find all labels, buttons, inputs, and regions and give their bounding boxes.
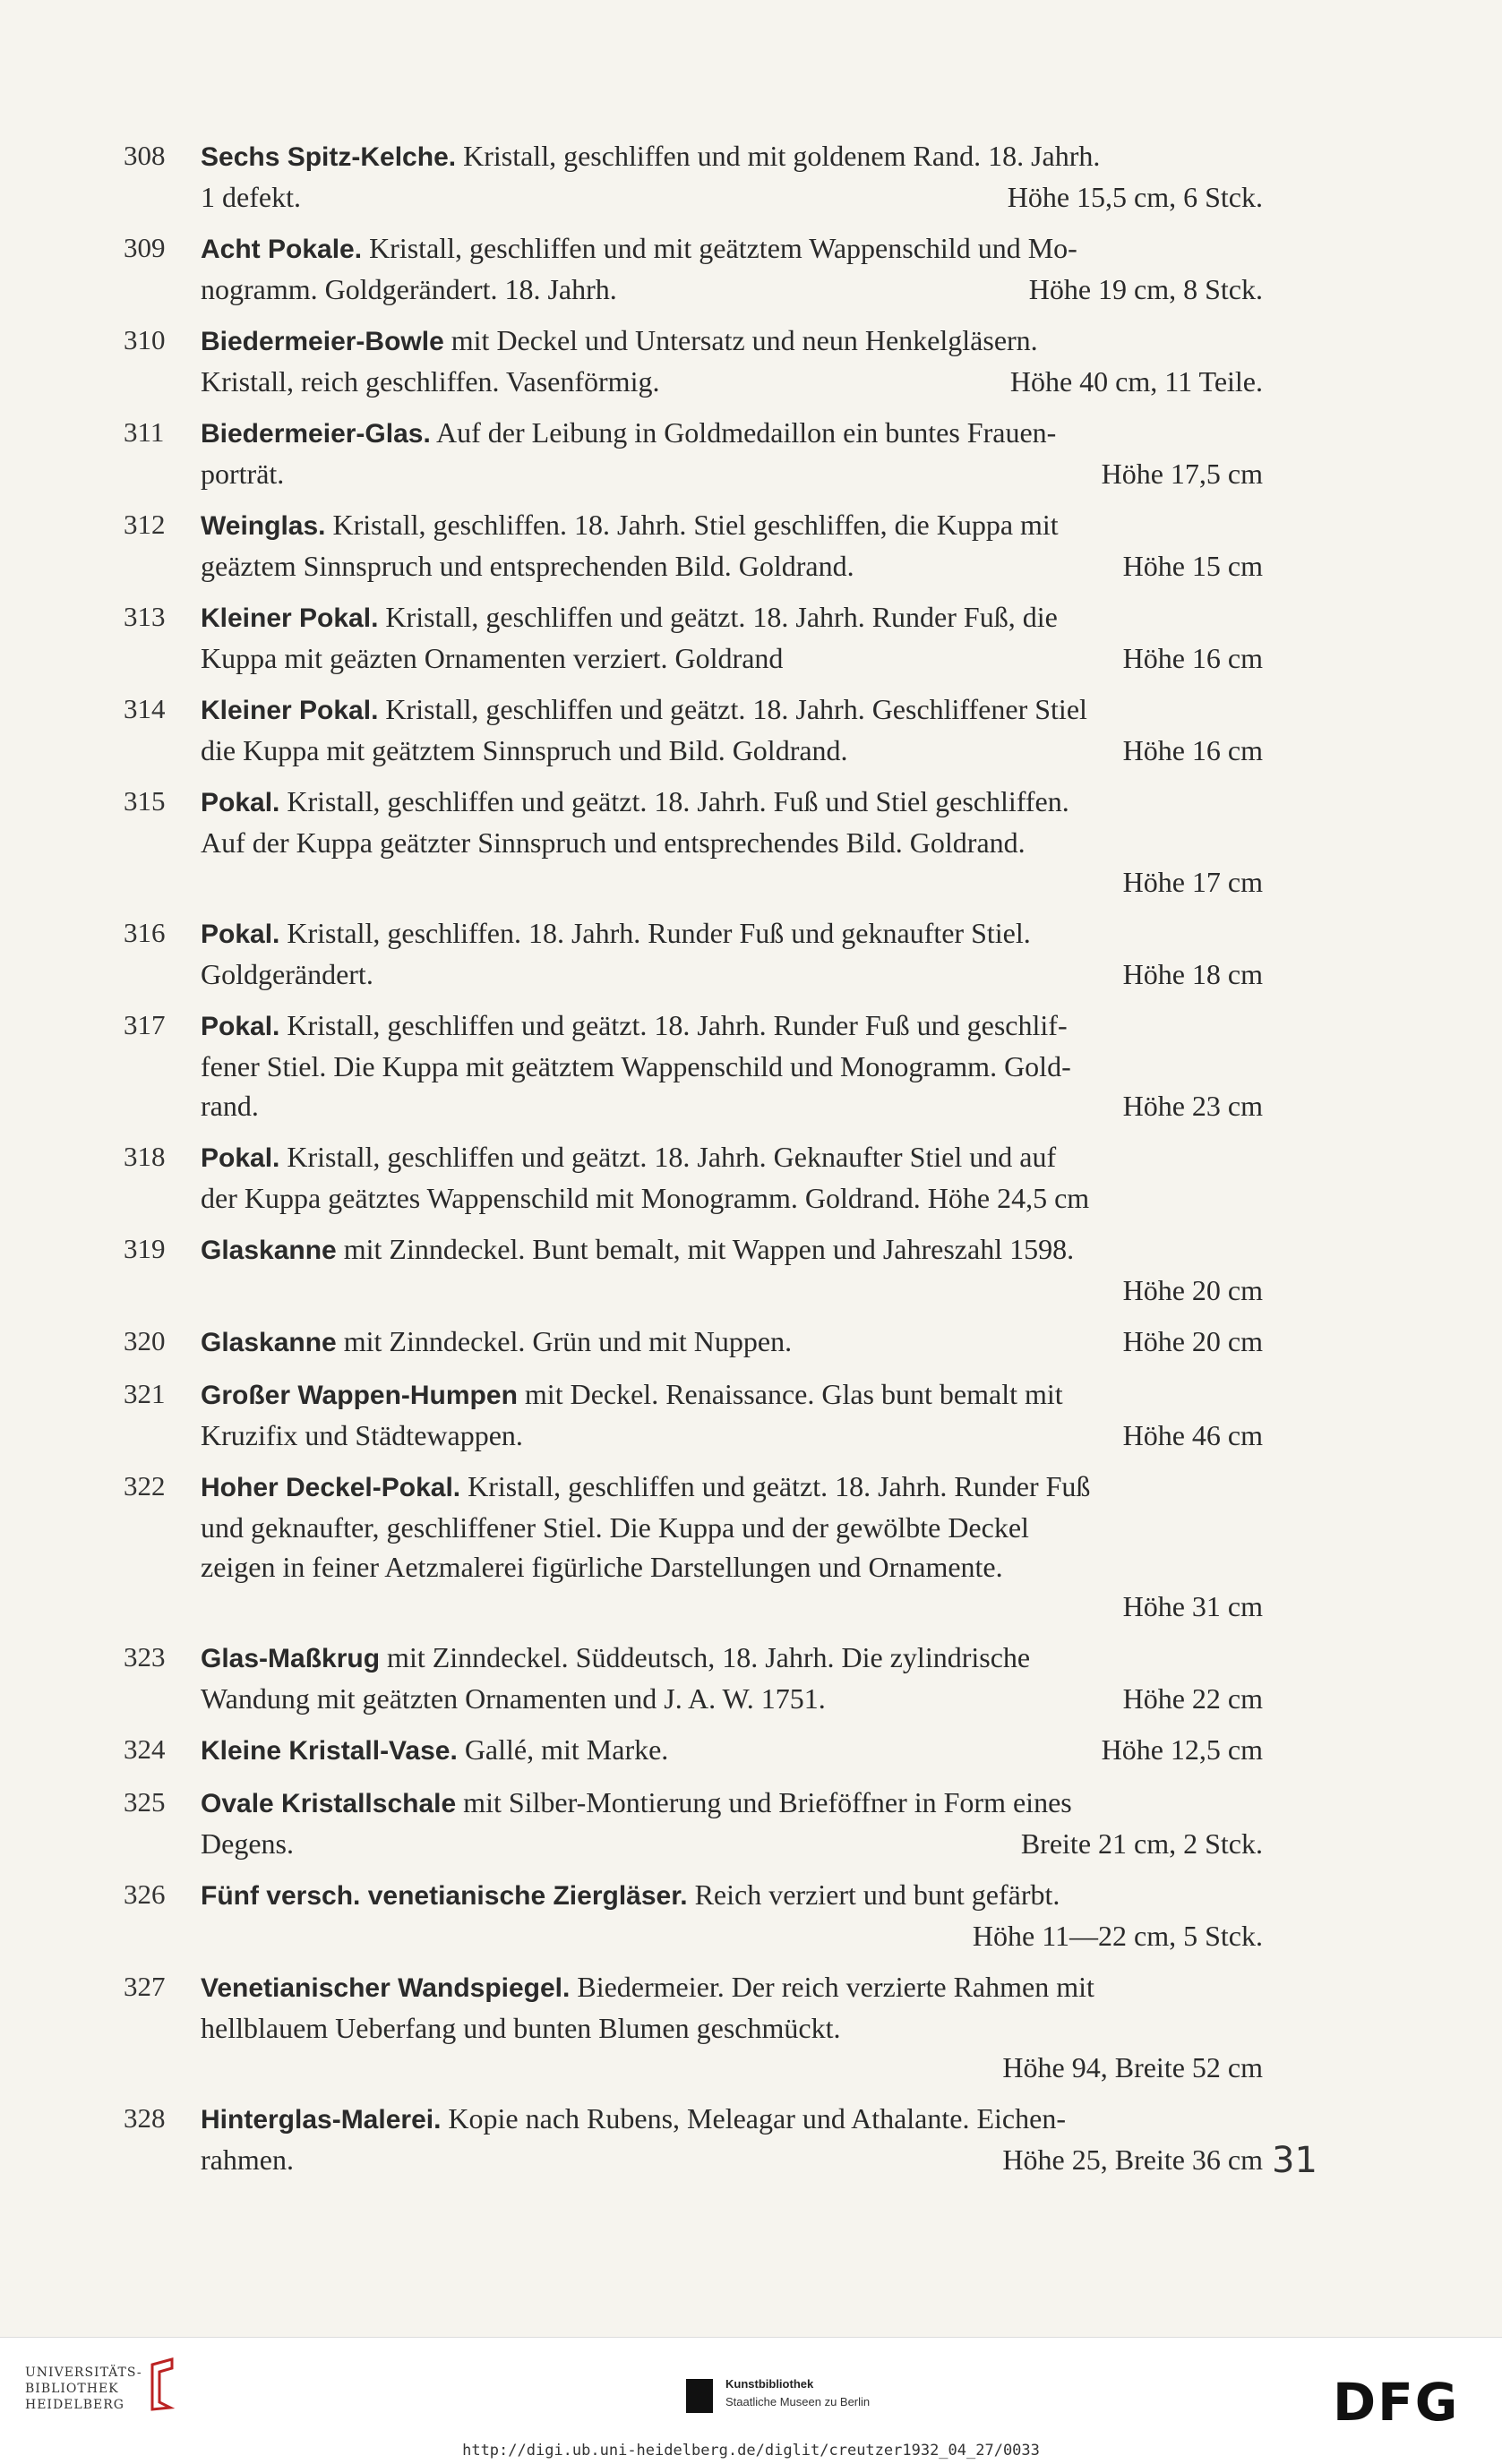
description-line — [201, 2008, 1333, 2048]
description-text: Gallé, mit Marke. — [457, 1733, 669, 1766]
lot-description — [201, 413, 1333, 493]
catalog-entry — [124, 136, 1333, 217]
description-line — [201, 2099, 1333, 2140]
lot-number: 327 — [124, 1971, 166, 2002]
lot-description — [201, 1730, 1333, 1771]
dimensions: Höhe 40 cm, 11 Teile. — [1009, 365, 1263, 398]
description-line — [201, 689, 1333, 731]
lot-description — [201, 321, 1333, 401]
description-line — [201, 1679, 1333, 1718]
lot-number: 313 — [124, 601, 166, 632]
description-line — [201, 270, 1333, 309]
description-text: rand. — [201, 1090, 259, 1122]
library-line-3: HEIDELBERG — [25, 2398, 124, 2412]
lot-description — [201, 782, 1333, 902]
dimensions: Höhe 23 cm — [1122, 1090, 1263, 1122]
description-text: mit Zinndeckel. Süddeutsch, 18. Jahrh. Die zylindrische — [380, 1641, 1031, 1673]
dimensions: Höhe 12,5 cm — [1101, 1733, 1263, 1766]
lot-title: Biedermeier-Glas. — [201, 419, 431, 449]
lot-description — [201, 136, 1333, 217]
description-line — [201, 228, 1333, 270]
lot-description — [201, 1322, 1333, 1363]
lot-title: Kleine Kristall-Vase. — [201, 1736, 458, 1766]
lot-description — [201, 1229, 1333, 1310]
dimensions: Höhe 31 cm — [1122, 1590, 1263, 1622]
lot-number: 317 — [124, 1009, 166, 1040]
lot-title: Pokal. — [201, 788, 280, 817]
description-text: Kristall, geschliffen und geätzt. 18. Jahrh. Runder Fuß, die — [378, 601, 1058, 633]
kunstbibliothek-logo[interactable] — [686, 2375, 955, 2420]
description-line — [201, 597, 1333, 638]
description-text: Goldgerändert. — [201, 958, 373, 990]
library-line-2: BIBLIOTHEK — [25, 2382, 119, 2396]
catalog-entry — [124, 689, 1333, 770]
description-line — [201, 413, 1333, 454]
lot-description — [201, 1005, 1333, 1125]
lot-title: Pokal. — [201, 1012, 280, 1041]
kunstbibliothek-title: Kunstbibliothek — [725, 2377, 814, 2391]
lot-description — [201, 1467, 1333, 1626]
catalog-entry — [124, 1638, 1333, 1718]
description-text: Kristall, geschliffen und geätzt. 18. Jahrh. Geschliffener Stiel — [378, 693, 1087, 725]
description-line — [201, 1508, 1333, 1547]
description-line — [201, 1638, 1333, 1679]
description-line — [201, 1322, 1333, 1363]
catalog-entry — [124, 321, 1333, 401]
lot-title: Acht Pokale. — [201, 235, 363, 264]
description-line — [201, 546, 1333, 586]
description-text: Kristall, geschliffen und mit goldenem Rand. 18. Jahrh. — [456, 140, 1101, 172]
catalog-entry — [124, 913, 1333, 994]
description-line — [201, 136, 1333, 177]
dimensions: Höhe 94, Breite 52 cm — [1002, 2051, 1263, 2083]
dimensions: Höhe 11—22 cm, 5 Stck. — [972, 1920, 1263, 1952]
lot-number: 322 — [124, 1470, 166, 1502]
lot-title: Pokal. — [201, 1143, 280, 1173]
description-line — [201, 1374, 1333, 1416]
lot-title: Ovale Kristallschale — [201, 1789, 457, 1818]
permalink-url[interactable]: http://digi.ub.uni-heidelberg.de/diglit/creutzer1932_04_27/0033 — [462, 2442, 1040, 2460]
description-line — [201, 321, 1333, 362]
description-line — [201, 2140, 1333, 2179]
description-line — [201, 362, 1333, 401]
description-line — [201, 1547, 1333, 1587]
description-text: mit Deckel. Renaissance. Glas bunt bemalt mit — [517, 1378, 1063, 1410]
catalog-entry — [124, 1374, 1333, 1455]
description-line — [201, 1416, 1333, 1455]
description-text: Kristall, geschliffen. 18. Jahrh. Runder Fuß und geknaufter Stiel. — [279, 917, 1031, 949]
lot-description — [201, 2099, 1333, 2179]
dfg-logo[interactable]: DFG — [1333, 2372, 1460, 2433]
dimensions: Höhe 17 cm — [1122, 866, 1263, 898]
description-text: Reich verziert und bunt gefärbt. — [687, 1878, 1060, 1911]
description-line — [201, 731, 1333, 770]
dimensions: Breite 21 cm, 2 Stck. — [1020, 1827, 1263, 1860]
description-line — [201, 1783, 1333, 1824]
lot-number: 323 — [124, 1641, 166, 1673]
description-line — [201, 782, 1333, 823]
lot-number: 315 — [124, 785, 166, 817]
lot-description — [201, 597, 1333, 678]
catalog-entry — [124, 2099, 1333, 2179]
description-text: geäztem Sinnspruch und entsprechenden Bild. Goldrand. — [201, 550, 854, 582]
lot-title: Glas-Maßkrug — [201, 1644, 381, 1673]
kunstbibliothek-subtitle: Staatliche Museen zu Berlin — [725, 2395, 871, 2408]
lot-number: 314 — [124, 693, 166, 724]
catalog-entry — [124, 597, 1333, 678]
lot-title: Venetianischer Wandspiegel. — [201, 1973, 571, 2003]
catalog-entry — [124, 1467, 1333, 1626]
description-text: und geknaufter, geschliffener Stiel. Die Kuppa und der gewölbte Deckel — [201, 1511, 1029, 1544]
lot-description — [201, 1875, 1333, 1955]
lot-number: 328 — [124, 2102, 166, 2134]
description-text: Kristall, geschliffen und geätzt. 18. Jahrh. Geknaufter Stiel und auf — [279, 1141, 1057, 1173]
lot-number: 321 — [124, 1378, 166, 1409]
catalog-entry — [124, 1137, 1333, 1218]
lot-number: 308 — [124, 140, 166, 171]
dimensions: Höhe 17,5 cm — [1101, 458, 1263, 490]
description-text: Kruzifix und Städtewappen. — [201, 1419, 523, 1451]
lot-description — [201, 1137, 1333, 1218]
description-text: Kristall, geschliffen und geätzt. 18. Jahrh. Runder Fuß und geschlif- — [279, 1009, 1068, 1041]
lot-description — [201, 689, 1333, 770]
description-text: mit Zinndeckel. Grün und mit Nuppen. — [336, 1325, 793, 1357]
description-text: Auf der Leibung in Goldmedaillon ein buntes Frauen- — [430, 416, 1057, 449]
description-line — [201, 823, 1333, 862]
description-text: mit Deckel und Untersatz und neun Henkelgläsern. — [443, 324, 1038, 356]
library-emblem-icon — [143, 2357, 179, 2411]
catalog-entry — [124, 1875, 1333, 1955]
page-number: 31 — [1272, 2140, 1317, 2181]
lot-number: 312 — [124, 509, 166, 540]
dimensions: Höhe 25, Breite 36 cm — [1002, 2143, 1263, 2176]
lot-title: Weinglas. — [201, 511, 326, 541]
lot-title: Glaskanne — [201, 1236, 337, 1265]
catalog-entries — [124, 136, 1333, 2191]
description-line — [201, 1005, 1333, 1047]
description-text: mit Silber-Montierung und Brieföffner in Form eines — [456, 1786, 1072, 1818]
description-text: mit Zinndeckel. Bunt bemalt, mit Wappen und Jahreszahl 1598. — [336, 1233, 1075, 1265]
lot-description — [201, 1374, 1333, 1455]
description-text: fener Stiel. Die Kuppa mit geätztem Wappenschild und Monogramm. Gold- — [201, 1050, 1071, 1082]
description-text: Kristall, geschliffen und geätzt. 18. Jahrh. Runder Fuß — [460, 1470, 1091, 1502]
lot-number: 309 — [124, 232, 166, 263]
description-text: der Kuppa geätztes Wappenschild mit Monogramm. Goldrand. Höhe 24,5 cm — [201, 1182, 1090, 1214]
description-text: rahmen. — [201, 2143, 294, 2176]
lot-number: 325 — [124, 1786, 166, 1818]
description-text: Kopie nach Rubens, Meleagar und Athalante. Eichen- — [441, 2102, 1066, 2135]
description-text: porträt. — [201, 458, 285, 490]
description-text: Kristall, geschliffen. 18. Jahrh. Stiel geschliffen, die Kuppa mit — [325, 509, 1059, 541]
dimensions: Höhe 20 cm — [1122, 1325, 1263, 1357]
description-line — [201, 1730, 1333, 1771]
description-line — [201, 1047, 1333, 1086]
catalog-entry — [124, 1730, 1333, 1771]
lot-title: Glaskanne — [201, 1328, 337, 1357]
description-line — [201, 1467, 1333, 1508]
lot-description — [201, 505, 1333, 586]
lot-number: 311 — [124, 416, 165, 448]
description-line — [201, 1824, 1333, 1863]
description-text: Kristall, geschliffen und mit geätztem Wappenschild und Mo- — [362, 232, 1077, 264]
lot-title: Hoher Deckel-Pokal. — [201, 1473, 461, 1502]
lot-title: Kleiner Pokal. — [201, 603, 379, 633]
lot-number: 319 — [124, 1233, 166, 1264]
lot-description — [201, 1783, 1333, 1863]
catalog-entry — [124, 228, 1333, 309]
description-line — [201, 177, 1333, 217]
lot-title: Kleiner Pokal. — [201, 696, 379, 725]
lot-title: Sechs Spitz-Kelche. — [201, 142, 457, 172]
description-text: 1 defekt. — [201, 181, 301, 213]
lot-title: Großer Wappen-Humpen — [201, 1381, 518, 1410]
description-text: Kristall, reich geschliffen. Vasenförmig. — [201, 365, 660, 398]
lot-number: 324 — [124, 1733, 166, 1765]
lot-title: Biedermeier-Bowle — [201, 327, 444, 356]
lot-title: Hinterglas-Malerei. — [201, 2105, 442, 2135]
lot-number: 318 — [124, 1141, 166, 1172]
description-line — [201, 1178, 1333, 1218]
description-text: die Kuppa mit geätztem Sinnspruch und Bild. Goldrand. — [201, 734, 848, 766]
description-text: zeigen in feiner Aetzmalerei figürliche Darstellungen und Ornamente. — [201, 1551, 1003, 1583]
description-line — [201, 505, 1333, 546]
description-text: Wandung mit geätzten Ornamenten und J. A. W. 1751. — [201, 1682, 826, 1715]
dimensions: Höhe 18 cm — [1122, 958, 1263, 990]
description-line — [201, 454, 1333, 493]
dimensions: Höhe 20 cm — [1122, 1274, 1263, 1306]
lot-title: Fünf versch. venetianische Ziergläser. — [201, 1881, 688, 1911]
dimensions: Höhe 46 cm — [1122, 1419, 1263, 1451]
description-line — [201, 913, 1333, 954]
lot-description — [201, 913, 1333, 994]
library-line-1: UNIVERSITÄTS- — [25, 2366, 142, 2380]
catalog-entry — [124, 1005, 1333, 1125]
description-line — [201, 1229, 1333, 1270]
description-text: Biedermeier. Der reich verzierte Rahmen mit — [570, 1971, 1094, 2003]
catalog-entry — [124, 1783, 1333, 1863]
catalog-entry — [124, 782, 1333, 902]
description-line — [201, 1086, 1333, 1125]
dimensions: Höhe 15,5 cm, 6 Stck. — [1007, 181, 1263, 213]
lot-number: 316 — [124, 917, 166, 948]
dimensions: Höhe 15 cm — [1122, 550, 1263, 582]
lot-title: Pokal. — [201, 920, 280, 949]
lot-number: 310 — [124, 324, 166, 355]
catalog-entry — [124, 413, 1333, 493]
description-text: Degens. — [201, 1827, 294, 1860]
description-text: nogramm. Goldgerändert. 18. Jahrh. — [201, 273, 617, 305]
lot-description — [201, 1638, 1333, 1718]
catalog-entry — [124, 1967, 1333, 2087]
catalog-entry — [124, 1322, 1333, 1363]
description-line — [201, 954, 1333, 994]
university-library-logo[interactable] — [25, 2365, 142, 2413]
description-text: Kuppa mit geäzten Ornamenten verziert. Goldrand — [201, 642, 784, 674]
description-text: hellblauem Ueberfang und bunten Blumen geschmückt. — [201, 2012, 841, 2044]
lot-description — [201, 228, 1333, 309]
lot-description — [201, 1967, 1333, 2087]
dimensions: Höhe 16 cm — [1122, 734, 1263, 766]
dimensions: Höhe 22 cm — [1122, 1682, 1263, 1715]
description-line — [201, 1137, 1333, 1178]
viewer-footer — [0, 2337, 1502, 2464]
description-line — [201, 1967, 1333, 2008]
description-line — [201, 638, 1333, 678]
description-text: Auf der Kuppa geätzter Sinnspruch und entsprechendes Bild. Goldrand. — [201, 826, 1026, 859]
dimensions: Höhe 16 cm — [1122, 642, 1263, 674]
lot-number: 326 — [124, 1878, 166, 1910]
catalog-entry — [124, 1229, 1333, 1310]
description-line — [201, 1875, 1333, 1916]
dimensions: Höhe 19 cm, 8 Stck. — [1028, 273, 1263, 305]
kunstbibliothek-mark-icon — [686, 2379, 713, 2413]
lot-number: 320 — [124, 1325, 166, 1356]
description-text: Kristall, geschliffen und geätzt. 18. Jahrh. Fuß und Stiel geschliffen. — [279, 785, 1069, 817]
catalog-entry — [124, 505, 1333, 586]
